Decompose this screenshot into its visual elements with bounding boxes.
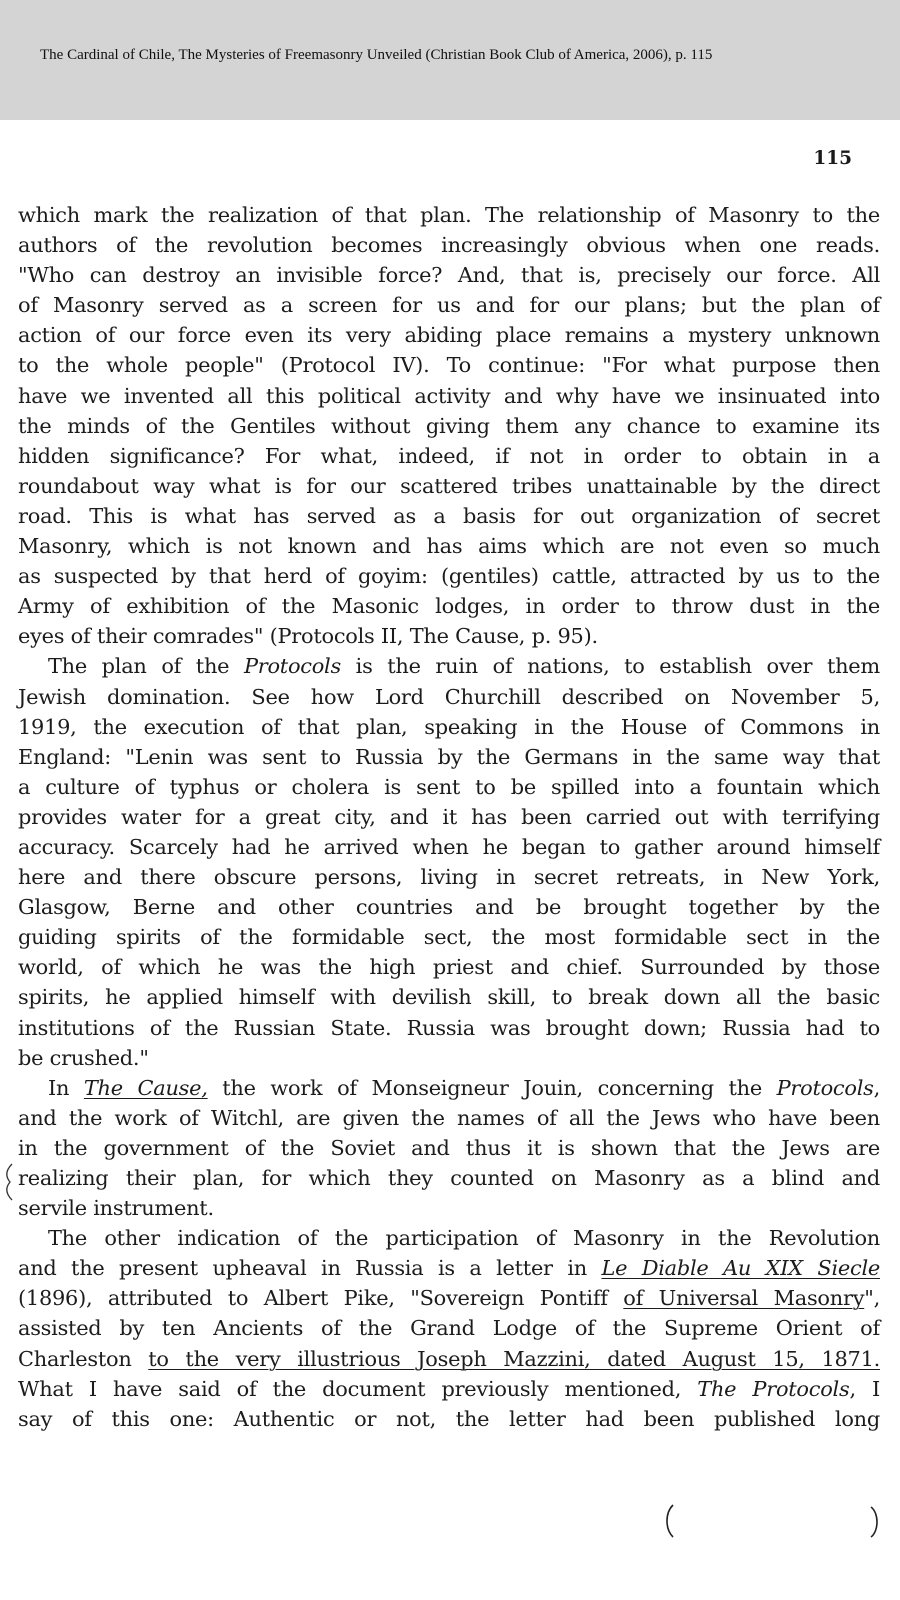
text-line: Charleston to the very illustrious Joseph Mazzini, dated August 15, 1871. (18, 1346, 880, 1371)
emphasis-text: Protocols (776, 1075, 874, 1100)
text-line: Army of exhibition of the Masonic lodges, in order to throw dust in the (18, 594, 880, 619)
text-line: as suspected by that herd of goyim: (gentiles) cattle, attracted by us to the (18, 564, 880, 589)
citation-text: The Cardinal of Chile, The Mysteries of Freemasonry Unveiled (Christian Book Club of America, 2006), p. 115 (40, 47, 713, 63)
text-line: in the government of the Soviet and thus it is shown that the Jews are (18, 1135, 880, 1160)
text-line: servile instrument. (18, 1196, 214, 1221)
paragraph-4 (18, 1223, 880, 1434)
text-line: institutions of the Russian State. Russia was brought down; Russia had to (18, 1015, 880, 1040)
text-line: eyes of their comrades" (Protocols II, The Cause, p. 95). (18, 624, 598, 649)
text-line: Glasgow, Berne and other countries and be brought together by the (18, 895, 880, 920)
emphasis-text: of Universal Masonry (623, 1286, 865, 1311)
text-line: England: "Lenin was sent to Russia by the Germans in the same way that (18, 744, 880, 769)
text-line: world, of which he was the high priest and chief. Surrounded by those (18, 955, 880, 980)
text-line: provides water for a great city, and it has been carried out with terrifying (18, 804, 880, 829)
emphasis-text: Le Diable Au XIX Siecle (601, 1256, 880, 1281)
text-line: The other indication of the participation of Masonry in the Revolution (48, 1226, 880, 1251)
text-line: to the whole people" (Protocol IV). To continue: "For what purpose then (18, 353, 880, 378)
text-line: 1919, the execution of that plan, speaking in the House of Commons in (18, 714, 880, 739)
text-line: hidden significance? For what, indeed, if not in order to obtain in a (18, 443, 880, 468)
text-line: here and there obscure persons, living in secret retreats, in New York, (18, 865, 880, 890)
text-line: and the work of Witchl, are given the names of all the Jews who have been (18, 1105, 880, 1130)
text-line: have we invented all this political activity and why have we insinuated into (18, 383, 880, 408)
text-line: and the present upheaval in Russia is a letter in Le Diable Au XIX Siecle (18, 1256, 880, 1281)
text-line: road. This is what has served as a basis for out organization of secret (18, 503, 880, 528)
paragraph-2 (18, 651, 880, 1072)
emphasis-text: Protocols (243, 654, 341, 679)
emphasis-text: to the very illustrious Joseph Mazzini, dated August 15, 1871. (148, 1346, 880, 1371)
text-line: guiding spirits of the formidable sect, the most formidable sect in the (18, 925, 880, 950)
text-line: be crushed." (18, 1045, 149, 1070)
text-line: accuracy. Scarcely had he arrived when he began to gather around himself (18, 834, 880, 859)
handwritten-margin-mark-icon (2, 1162, 16, 1202)
handwritten-parenthesis-icon (663, 1503, 675, 1539)
text-line: say of this one: Authentic or not, the letter had been published long (18, 1406, 880, 1431)
text-line: Jewish domination. See how Lord Churchill described on November 5, (18, 684, 880, 709)
text-line: realizing their plan, for which they counted on Masonry as a blind and (18, 1166, 880, 1190)
text-line: action of our force even its very abiding place remains a mystery unknown (18, 323, 880, 348)
paragraph-3 (18, 1073, 880, 1223)
text-line: roundabout way what is for our scattered tribes unattainable by the direct (18, 473, 880, 498)
text-line: a culture of typhus or cholera is sent to be spilled into a fountain which (18, 774, 880, 799)
emphasis-text: The Protocols (697, 1376, 850, 1401)
text-line: In The Cause, the work of Monseigneur Jouin, concerning the Protocols, (48, 1075, 880, 1100)
page-number: 115 (813, 148, 852, 169)
text-line: of Masonry served as a screen for us and for our plans; but the plan of (18, 293, 880, 318)
handwritten-bracket-icon (868, 1505, 882, 1539)
emphasis-text: The Cause, (83, 1075, 208, 1100)
text-line: authors of the revolution becomes increasingly obvious when one reads. (18, 233, 880, 258)
text-line: (1896), attributed to Albert Pike, "Sovereign Pontiff of Universal Masonry", (18, 1286, 880, 1311)
text-line: which mark the realization of that plan. The relationship of Masonry to the (18, 203, 880, 227)
text-line: assisted by ten Ancients of the Grand Lodge of the Supreme Orient of (18, 1316, 880, 1341)
body-text (18, 200, 880, 1434)
paragraph-1 (18, 200, 880, 651)
text-line: What I have said of the document previously mentioned, The Protocols, I (18, 1376, 880, 1401)
text-line: Masonry, which is not known and has aims which are not even so much (18, 534, 880, 559)
citation-banner (0, 0, 900, 120)
text-line: "Who can destroy an invisible force? And, that is, precisely our force. All (18, 263, 880, 288)
text-line: The plan of the Protocols is the ruin of nations, to establish over them (48, 654, 880, 679)
text-line: spirits, he applied himself with devilish skill, to break down all the basic (18, 985, 880, 1010)
text-line: the minds of the Gentiles without giving them any chance to examine its (18, 413, 880, 438)
